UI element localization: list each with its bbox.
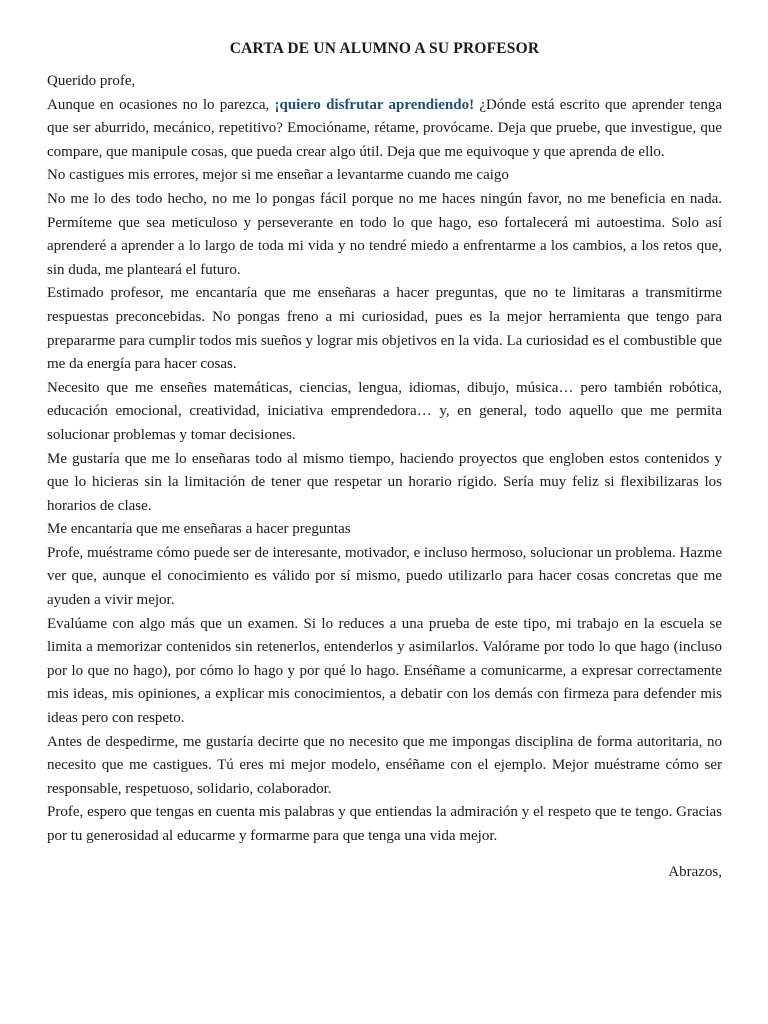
paragraph-3: No me lo des todo hecho, no me lo pongas fácil porque no me haces ningún favor, no me beneficia en nada. Permíteme que sea meticuloso y perseverante en todo lo que hago, eso fortalecerá mi autoestima. Solo así aprenderé a aprender a lo largo de toda mi vida y no tendré miedo a enfrentarme a los cambios, a los retos que, sin duda, me planteará el futuro. <box>47 190 722 278</box>
highlighted-phrase: ¡quiero disfrutar aprendiendo! <box>274 96 475 113</box>
paragraph-1-before: Aunque en ocasiones no lo parezca, <box>47 96 275 113</box>
paragraph-8: Profe, muéstrame cómo puede ser de interesante, motivador, e incluso hermoso, solucionar un problema. Hazme ver que, aunque el conocimiento es válido por sí mismo, puedo utilizarlo para hacer cosas concretas que me ayuden a vivir mejor. <box>47 544 722 609</box>
paragraph-5: Necesito que me enseñes matemáticas, ciencias, lengua, idiomas, dibujo, música… pero también robótica, educación emocional, creatividad, iniciativa emprendedora… y, en general, todo aquello que me permita solucionar problemas y tomar decisiones. <box>47 379 722 443</box>
paragraph-1-after: ¿Dónde está escrito que aprender tenga que ser aburrido, mecánico, repetitivo? Emocióname, rétame, provócame. Deja que pruebe, que investigue, que compare, que manipule cosas, que pueda crear algo útil. Deja que me equivoque y que aprenda de ello. <box>47 96 722 160</box>
paragraph-10: Antes de despedirme, me gustaría decirte que no necesito que me impongas disciplina de forma autoritaria, no necesito que me castigues. Tú eres mi mejor modelo, enséñame con el ejemplo. Mejor muéstrame cómo ser responsable, respetuoso, solidario, colaborador. <box>47 733 722 797</box>
paragraph-2: No castigues mis errores, mejor si me enseñar a levantarme cuando me caigo <box>47 167 509 184</box>
salutation: Querido profe, <box>47 73 136 89</box>
document-title: CARTA DE UN ALUMNO A SU PROFESOR <box>229 40 540 57</box>
paragraph-7: Me encantaría que me enseñaras a hacer preguntas <box>47 521 351 538</box>
paragraph-4: Estimado profesor, me encantaría que me enseñaras a hacer preguntas, que no te limitaras a transmitirme respuestas preconcebidas. No pongas freno a mi curiosidad, pues es la mejor herramienta que tengo para prepararme para cumplir todos mis sueños y lograr mis objetivos en la vida. La curiosidad es el combustible que me da energía para hacer cosas. <box>47 285 722 373</box>
paragraph-11: Profe, espero que tengas en cuenta mis palabras y que entiendas la admiración y el respeto que te tengo. Gracias por tu generosidad al educarme y formarme para que tenga una vida mejor. <box>47 804 722 844</box>
paragraph-1 <box>47 94 722 165</box>
paragraph-6: Me gustaría que me lo enseñaras todo al mismo tiempo, haciendo proyectos que engloben estos contenidos y que lo hicieras sin la limitación de tener que respetar un horario rígido. Sería muy feliz si flexibilizaras los horarios de clase. <box>47 450 722 514</box>
paragraph-9: Evalúame con algo más que un examen. Si lo reduces a una prueba de este tipo, mi trabajo en la escuela se limita a memorizar contenidos sin retenerlos, entenderlos y asimilarlos. Valórame por todo lo que hago (incluso por lo que no hago), por cómo lo hago y por qué lo hago. Enséñame a comunicarme, a expresar correctamente mis ideas, mis opiniones, a explicar mis conocimientos, a debatir con los demás con firmeza para defender mis ideas pero con respeto. <box>47 615 722 727</box>
closing-signoff: Abrazos, <box>668 863 722 880</box>
